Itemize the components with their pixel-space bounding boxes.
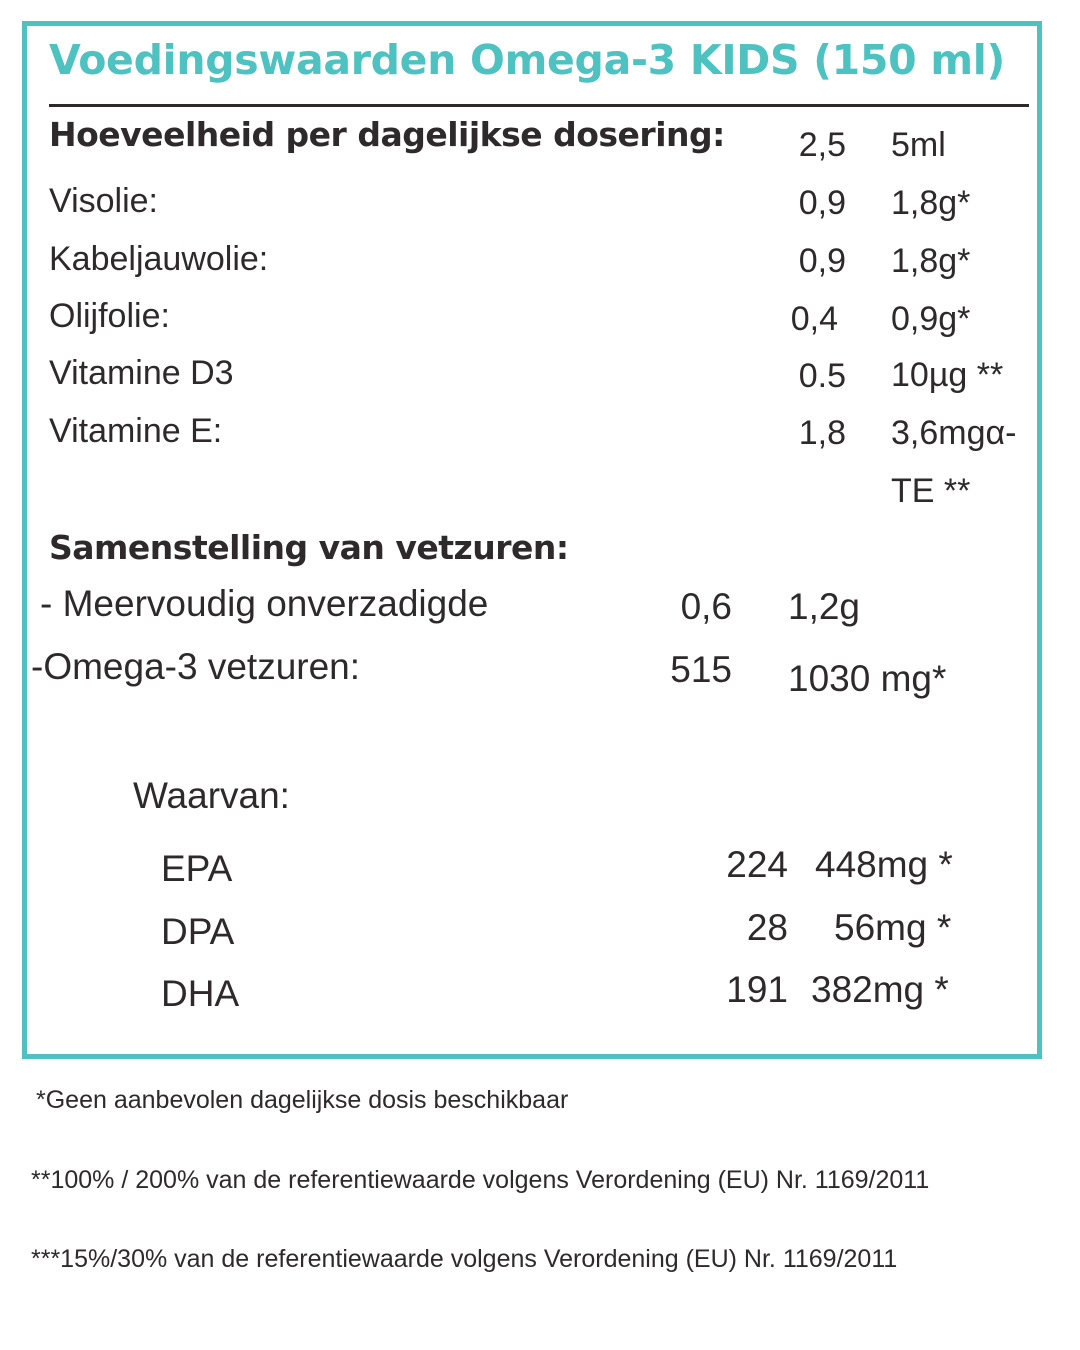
title-divider — [49, 104, 1029, 107]
dose-header-label: Hoeveelheid per dagelijkse dosering: — [49, 115, 725, 154]
row-label: Kabeljauwolie: — [49, 240, 269, 278]
fatty-acids-heading: Samenstelling van vetzuren: — [49, 528, 569, 567]
sub-row-label: DHA — [161, 973, 240, 1014]
sub-row-label: DPA — [161, 911, 235, 952]
fatty-row-label: - Meervoudig onverzadigde — [40, 583, 489, 624]
fatty-row-label: -Omega-3 vetzuren: — [31, 646, 361, 687]
row-col2: 10µg ** — [891, 356, 1004, 394]
row-col1: 0.5 — [798, 357, 846, 395]
row-label: Vitamine E: — [49, 412, 223, 450]
row-col1: 0,9 — [798, 242, 846, 280]
row-col2-continued: TE ** — [891, 472, 971, 510]
row-col1: 0,9 — [798, 184, 846, 222]
row-col2: 3,6mgα- — [891, 414, 1017, 452]
dose-header-col2: 5ml — [891, 126, 946, 164]
fatty-row-col1: 515 — [670, 649, 732, 690]
dose-header-col1: 2,5 — [798, 126, 846, 164]
row-label: Olijfolie: — [49, 297, 170, 335]
row-label: Visolie: — [49, 182, 158, 220]
sub-row-col2: 382mg * — [811, 969, 949, 1010]
sub-row-label: EPA — [161, 848, 233, 889]
row-col1: 1,8 — [798, 414, 846, 452]
row-col1: 0,4 — [790, 300, 838, 338]
fatty-row-col2: 1030 mg* — [788, 658, 947, 699]
row-col2: 1,8g* — [891, 184, 971, 222]
row-col2: 1,8g* — [891, 242, 971, 280]
row-col2: 0,9g* — [891, 300, 971, 338]
panel-title: Voedingswaarden Omega-3 KIDS (150 ml) — [49, 36, 1005, 84]
sub-row-col1: 28 — [746, 907, 788, 948]
sub-row-col2: 56mg * — [834, 907, 952, 948]
fatty-row-col2: 1,2g — [788, 586, 861, 627]
row-label: Vitamine D3 — [49, 354, 234, 392]
footnote: **100% / 200% van de referentiewaarde volgens Verordening (EU) Nr. 1169/2011 — [31, 1166, 930, 1194]
sub-row-col1: 224 — [726, 844, 788, 885]
fatty-row-col1: 0,6 — [680, 586, 732, 627]
waarvan-label: Waarvan: — [133, 775, 290, 816]
footnote: ***15%/30% van de referentiewaarde volgens Verordening (EU) Nr. 1169/2011 — [31, 1245, 898, 1273]
sub-row-col2: 448mg * — [815, 844, 953, 885]
footnote: *Geen aanbevolen dagelijkse dosis beschikbaar — [36, 1086, 569, 1114]
sub-row-col1: 191 — [726, 969, 788, 1010]
